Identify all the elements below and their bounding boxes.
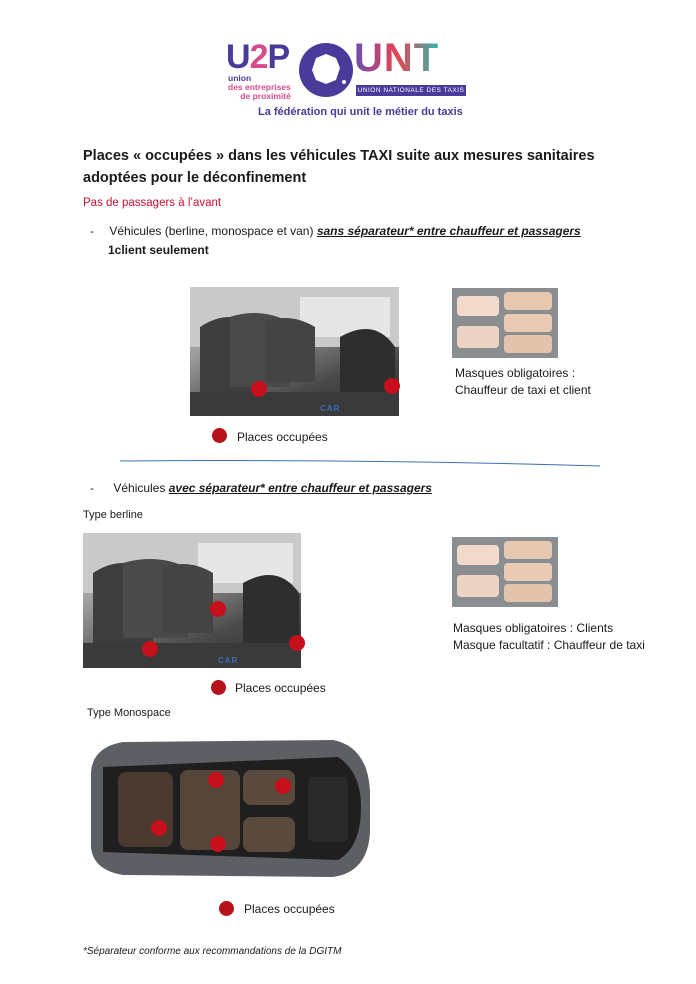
france-map-icon (298, 40, 354, 100)
car-top-view-photo-monospace (83, 732, 372, 882)
monospace-top-view-illustration (83, 732, 372, 882)
occupied-seat-marker (289, 635, 305, 651)
mask-image (457, 545, 499, 565)
type-berline-label: Type berline (83, 509, 143, 521)
photo-watermark: CAR (320, 404, 341, 413)
legend-dot (219, 901, 234, 916)
occupied-seat-marker (151, 820, 167, 836)
mask-image (504, 541, 552, 559)
legend-label: Places occupées (244, 902, 335, 916)
page-title: Places « occupées » dans les véhicules TAXI suite aux mesures sanitaires adoptées pour le déconfinement (83, 148, 595, 186)
mask-image (457, 575, 499, 597)
occupied-seat-marker (275, 778, 291, 794)
section1-one-client: 1client seulement (108, 243, 209, 257)
occupied-seat-marker (208, 772, 224, 788)
masks-photo-2 (452, 537, 558, 607)
mask-image (457, 296, 499, 316)
photo-watermark: CAR (218, 656, 239, 665)
car-interior-photo-berline (83, 533, 301, 668)
car-seats-illustration (83, 533, 301, 668)
mask-image (504, 314, 552, 332)
mask-image (504, 584, 552, 602)
legend-dot (211, 680, 226, 695)
mask-image (504, 292, 552, 310)
unt-logo-word: UNT (354, 36, 440, 80)
masks-photo-1 (452, 288, 558, 358)
section1-masks-text: Masques obligatoires : Chauffeur de taxi et client (455, 366, 591, 397)
unt-subtitle: UNION NATIONALE DES TAXIS (357, 87, 465, 94)
section2-masks-text: Masques obligatoires : Clients Masque facultatif : Chauffeur de taxi (453, 621, 645, 652)
occupied-seat-marker (251, 381, 267, 397)
occupied-seat-marker (210, 836, 226, 852)
occupied-seat-marker (142, 641, 158, 657)
u2p-logo-word: U2P (226, 38, 290, 76)
car-interior-photo-no-separator (190, 287, 399, 416)
type-monospace-label: Type Monospace (87, 707, 171, 719)
u2p-subtitle: union des entreprises de proximité (228, 73, 291, 101)
legend-label: Places occupées (235, 681, 326, 695)
occupied-seat-marker (384, 378, 400, 394)
no-front-passengers-note: Pas de passagers à l’avant (83, 197, 222, 209)
mask-image (504, 563, 552, 581)
logo-tagline: La fédération qui unit le métier du taxis (258, 106, 463, 118)
car-seats-illustration (190, 287, 399, 416)
occupied-seat-marker (210, 601, 226, 617)
section2-heading: - Véhicules avec séparateur* entre chauffeur et passagers (90, 481, 432, 495)
legend-label: Places occupées (237, 430, 328, 444)
section-divider (120, 457, 602, 469)
footnote: *Séparateur conforme aux recommandations de la DGITM (83, 946, 342, 957)
legend-dot (212, 428, 227, 443)
mask-image (504, 335, 552, 353)
section1-heading: - Véhicules (berline, monospace et van) sans séparateur* entre chauffeur et passagers (90, 224, 581, 238)
mask-image (457, 326, 499, 348)
